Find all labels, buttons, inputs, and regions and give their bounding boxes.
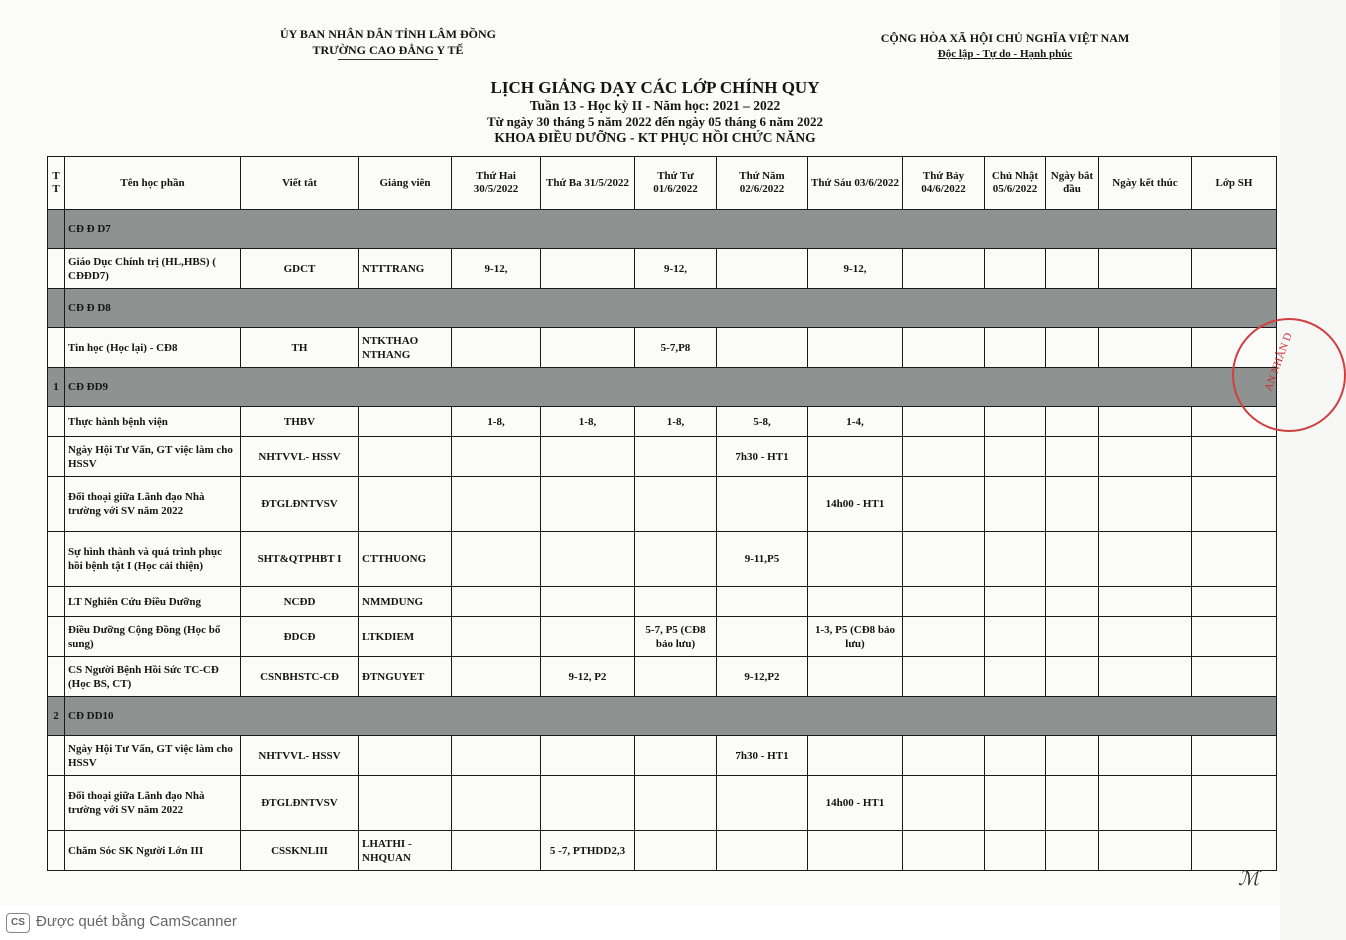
monday-cell <box>452 617 541 657</box>
lecturer: NTKTHAO NTHANG <box>359 328 452 368</box>
wednesday-cell <box>635 776 717 831</box>
handwritten-signature: ℳ <box>1238 866 1260 890</box>
group-row <box>48 697 1277 736</box>
subject-name: CS Người Bệnh Hồi Sức TC-CĐ (Học BS, CT) <box>65 657 241 697</box>
thursday-cell <box>717 477 808 532</box>
subject-name: Đối thoại giữa Lãnh đạo Nhà trường với SV năm 2022 <box>65 477 241 532</box>
col-end-date: Ngày kết thúc <box>1099 157 1192 210</box>
lecturer: LTKDIEM <box>359 617 452 657</box>
group-index <box>48 210 65 249</box>
thursday-cell <box>717 831 808 871</box>
monday-cell <box>452 477 541 532</box>
friday-cell <box>808 328 903 368</box>
tuesday-cell <box>541 328 635 368</box>
monday-cell <box>452 831 541 871</box>
col-wednesday: Thứ Tư 01/6/2022 <box>635 157 717 210</box>
issuer-line-1: ỦY BAN NHÂN DÂN TỈNH LÂM ĐỒNG <box>279 27 496 41</box>
friday-cell: 1-3, P5 (CĐ8 bảo lưu) <box>808 617 903 657</box>
table-row <box>48 587 1277 617</box>
tuesday-cell: 5 -7, PTHDD2,3 <box>541 831 635 871</box>
group-label: CĐ DD10 <box>65 697 1277 736</box>
subject-name: LT Nghiên Cứu Điều Dưỡng <box>65 587 241 617</box>
monday-cell <box>452 776 541 831</box>
thursday-cell <box>717 617 808 657</box>
subject-name: Chăm Sóc SK Người Lớn III <box>65 831 241 871</box>
group-index: 1 <box>48 368 65 407</box>
tuesday-cell <box>541 587 635 617</box>
col-monday: Thứ Hai 30/5/2022 <box>452 157 541 210</box>
document-subtitle-dates: Từ ngày 30 tháng 5 năm 2022 đến ngày 05 tháng 6 năm 2022 <box>486 114 824 129</box>
friday-cell <box>808 736 903 776</box>
group-label: CĐ Đ D8 <box>65 289 1277 328</box>
wednesday-cell: 5-7, P5 (CĐ8 bảo lưu) <box>635 617 717 657</box>
document-titles <box>300 78 1010 146</box>
thursday-cell: 5-8, <box>717 407 808 437</box>
table-header-row <box>48 157 1277 210</box>
red-seal-stamp <box>1232 318 1346 432</box>
issuer-line-2: TRƯỜNG CAO ĐẲNG Y TẾ <box>312 43 464 57</box>
group-index: 2 <box>48 697 65 736</box>
thursday-cell <box>717 587 808 617</box>
lecturer: ĐTNGUYET <box>359 657 452 697</box>
group-row <box>48 289 1277 328</box>
friday-cell <box>808 657 903 697</box>
scanner-watermark-bar <box>0 905 1280 940</box>
subject-abbr: CSSKNLIII <box>241 831 359 871</box>
header-underline <box>338 59 438 60</box>
table-row <box>48 477 1277 532</box>
col-lecturer: Giảng viên <box>359 157 452 210</box>
subject-name: Thực hành bệnh viện <box>65 407 241 437</box>
subject-name: Sự hình thành và quá trình phục hồi bệnh tật I (Học cải thiện) <box>65 532 241 587</box>
col-friday: Thứ Sáu 03/6/2022 <box>808 157 903 210</box>
table-row <box>48 437 1277 477</box>
monday-cell <box>452 532 541 587</box>
tuesday-cell: 9-12, P2 <box>541 657 635 697</box>
table-row <box>48 249 1277 289</box>
tuesday-cell <box>541 617 635 657</box>
subject-name: Ngày Hội Tư Vấn, GT việc làm cho HSSV <box>65 437 241 477</box>
subject-abbr: NCĐD <box>241 587 359 617</box>
wednesday-cell: 5-7,P8 <box>635 328 717 368</box>
lecturer: LHATHI - NHQUAN <box>359 831 452 871</box>
table-row <box>48 657 1277 697</box>
friday-cell: 14h00 - HT1 <box>808 477 903 532</box>
group-row <box>48 210 1277 249</box>
schedule-table <box>47 156 1277 871</box>
subject-abbr: ĐDCĐ <box>241 617 359 657</box>
subject-abbr: NHTVVL- HSSV <box>241 437 359 477</box>
monday-cell: 1-8, <box>452 407 541 437</box>
tuesday-cell <box>541 532 635 587</box>
wednesday-cell: 9-12, <box>635 249 717 289</box>
friday-cell <box>808 587 903 617</box>
friday-cell: 1-4, <box>808 407 903 437</box>
wednesday-cell <box>635 532 717 587</box>
table-row <box>48 831 1277 871</box>
lecturer: CTTHUONG <box>359 532 452 587</box>
subject-abbr: ĐTGLĐNTVSV <box>241 477 359 532</box>
subject-name: Giáo Dục Chính trị (HL,HBS) ( CĐĐD7) <box>65 249 241 289</box>
table-row <box>48 776 1277 831</box>
tuesday-cell <box>541 736 635 776</box>
monday-cell: 9-12, <box>452 249 541 289</box>
lecturer <box>359 736 452 776</box>
monday-cell <box>452 328 541 368</box>
friday-cell <box>808 831 903 871</box>
table-row <box>48 736 1277 776</box>
thursday-cell: 7h30 - HT1 <box>717 437 808 477</box>
monday-cell <box>452 657 541 697</box>
lecturer <box>359 477 452 532</box>
wednesday-cell: 1-8, <box>635 407 717 437</box>
tuesday-cell: 1-8, <box>541 407 635 437</box>
wednesday-cell <box>635 437 717 477</box>
tuesday-cell <box>541 437 635 477</box>
subject-abbr: GDCT <box>241 249 359 289</box>
subject-abbr: NHTVVL- HSSV <box>241 736 359 776</box>
friday-cell <box>808 437 903 477</box>
document-subtitle-faculty: KHOA ĐIỀU DƯỠNG - KT PHỤC HỒI CHỨC NĂNG <box>494 130 816 145</box>
table-row <box>48 617 1277 657</box>
subject-abbr: ĐTGLĐNTVSV <box>241 776 359 831</box>
issuer-header <box>258 26 518 60</box>
subject-name: Đối thoại giữa Lãnh đạo Nhà trường với SV năm 2022 <box>65 776 241 831</box>
lecturer <box>359 437 452 477</box>
wednesday-cell <box>635 657 717 697</box>
friday-cell <box>808 532 903 587</box>
document-subtitle-week: Tuần 13 - Học kỳ II - Năm học: 2021 – 2022 <box>529 98 781 113</box>
national-header <box>860 30 1150 62</box>
friday-cell: 14h00 - HT1 <box>808 776 903 831</box>
col-saturday: Thứ Bảy 04/6/2022 <box>903 157 985 210</box>
friday-cell: 9-12, <box>808 249 903 289</box>
thursday-cell <box>717 328 808 368</box>
thursday-cell <box>717 249 808 289</box>
tuesday-cell <box>541 477 635 532</box>
table-row <box>48 532 1277 587</box>
national-motto-2: Độc lập - Tự do - Hạnh phúc <box>937 48 1073 60</box>
group-index <box>48 289 65 328</box>
monday-cell <box>452 437 541 477</box>
wednesday-cell <box>635 831 717 871</box>
group-row <box>48 368 1277 407</box>
table-row <box>48 407 1277 437</box>
subject-name: Điều Dưỡng Cộng Đồng (Học bổ sung) <box>65 617 241 657</box>
subject-abbr: TH <box>241 328 359 368</box>
stamp-text: AN NHÂN D <box>1262 331 1295 393</box>
subject-abbr: SHT&QTPHBT I <box>241 532 359 587</box>
wednesday-cell <box>635 736 717 776</box>
col-class: Lớp SH <box>1192 157 1277 210</box>
monday-cell <box>452 736 541 776</box>
subject-abbr: THBV <box>241 407 359 437</box>
wednesday-cell <box>635 477 717 532</box>
subject-name: Ngày Hội Tư Vấn, GT việc làm cho HSSV <box>65 736 241 776</box>
thursday-cell <box>717 776 808 831</box>
lecturer <box>359 407 452 437</box>
thursday-cell: 9-11,P5 <box>717 532 808 587</box>
col-tuesday: Thứ Ba 31/5/2022 <box>541 157 635 210</box>
col-thursday: Thứ Năm 02/6/2022 <box>717 157 808 210</box>
col-start-date: Ngày bắt đầu <box>1046 157 1099 210</box>
subject-abbr: CSNBHSTC-CĐ <box>241 657 359 697</box>
document-title: LỊCH GIẢNG DẠY CÁC LỚP CHÍNH QUY <box>490 78 820 97</box>
lecturer: NTTTRANG <box>359 249 452 289</box>
col-abbr: Viết tắt <box>241 157 359 210</box>
group-label: CĐ Đ D7 <box>65 210 1277 249</box>
camscanner-logo-icon: CS <box>6 913 30 933</box>
lecturer <box>359 776 452 831</box>
group-label: CĐ ĐD9 <box>65 368 1277 407</box>
wednesday-cell <box>635 587 717 617</box>
thursday-cell: 9-12,P2 <box>717 657 808 697</box>
subject-name: Tin học (Học lại) - CĐ8 <box>65 328 241 368</box>
lecturer: NMMDUNG <box>359 587 452 617</box>
col-tt: T T <box>48 157 65 210</box>
tuesday-cell <box>541 776 635 831</box>
camscanner-caption: Được quét bằng CamScanner <box>36 913 237 930</box>
national-motto-1: CỘNG HÒA XÃ HỘI CHỦ NGHĨA VIỆT NAM <box>880 31 1130 45</box>
col-sunday: Chủ Nhật 05/6/2022 <box>985 157 1046 210</box>
monday-cell <box>452 587 541 617</box>
thursday-cell: 7h30 - HT1 <box>717 736 808 776</box>
col-subject: Tên học phần <box>65 157 241 210</box>
tuesday-cell <box>541 249 635 289</box>
table-row <box>48 328 1277 368</box>
